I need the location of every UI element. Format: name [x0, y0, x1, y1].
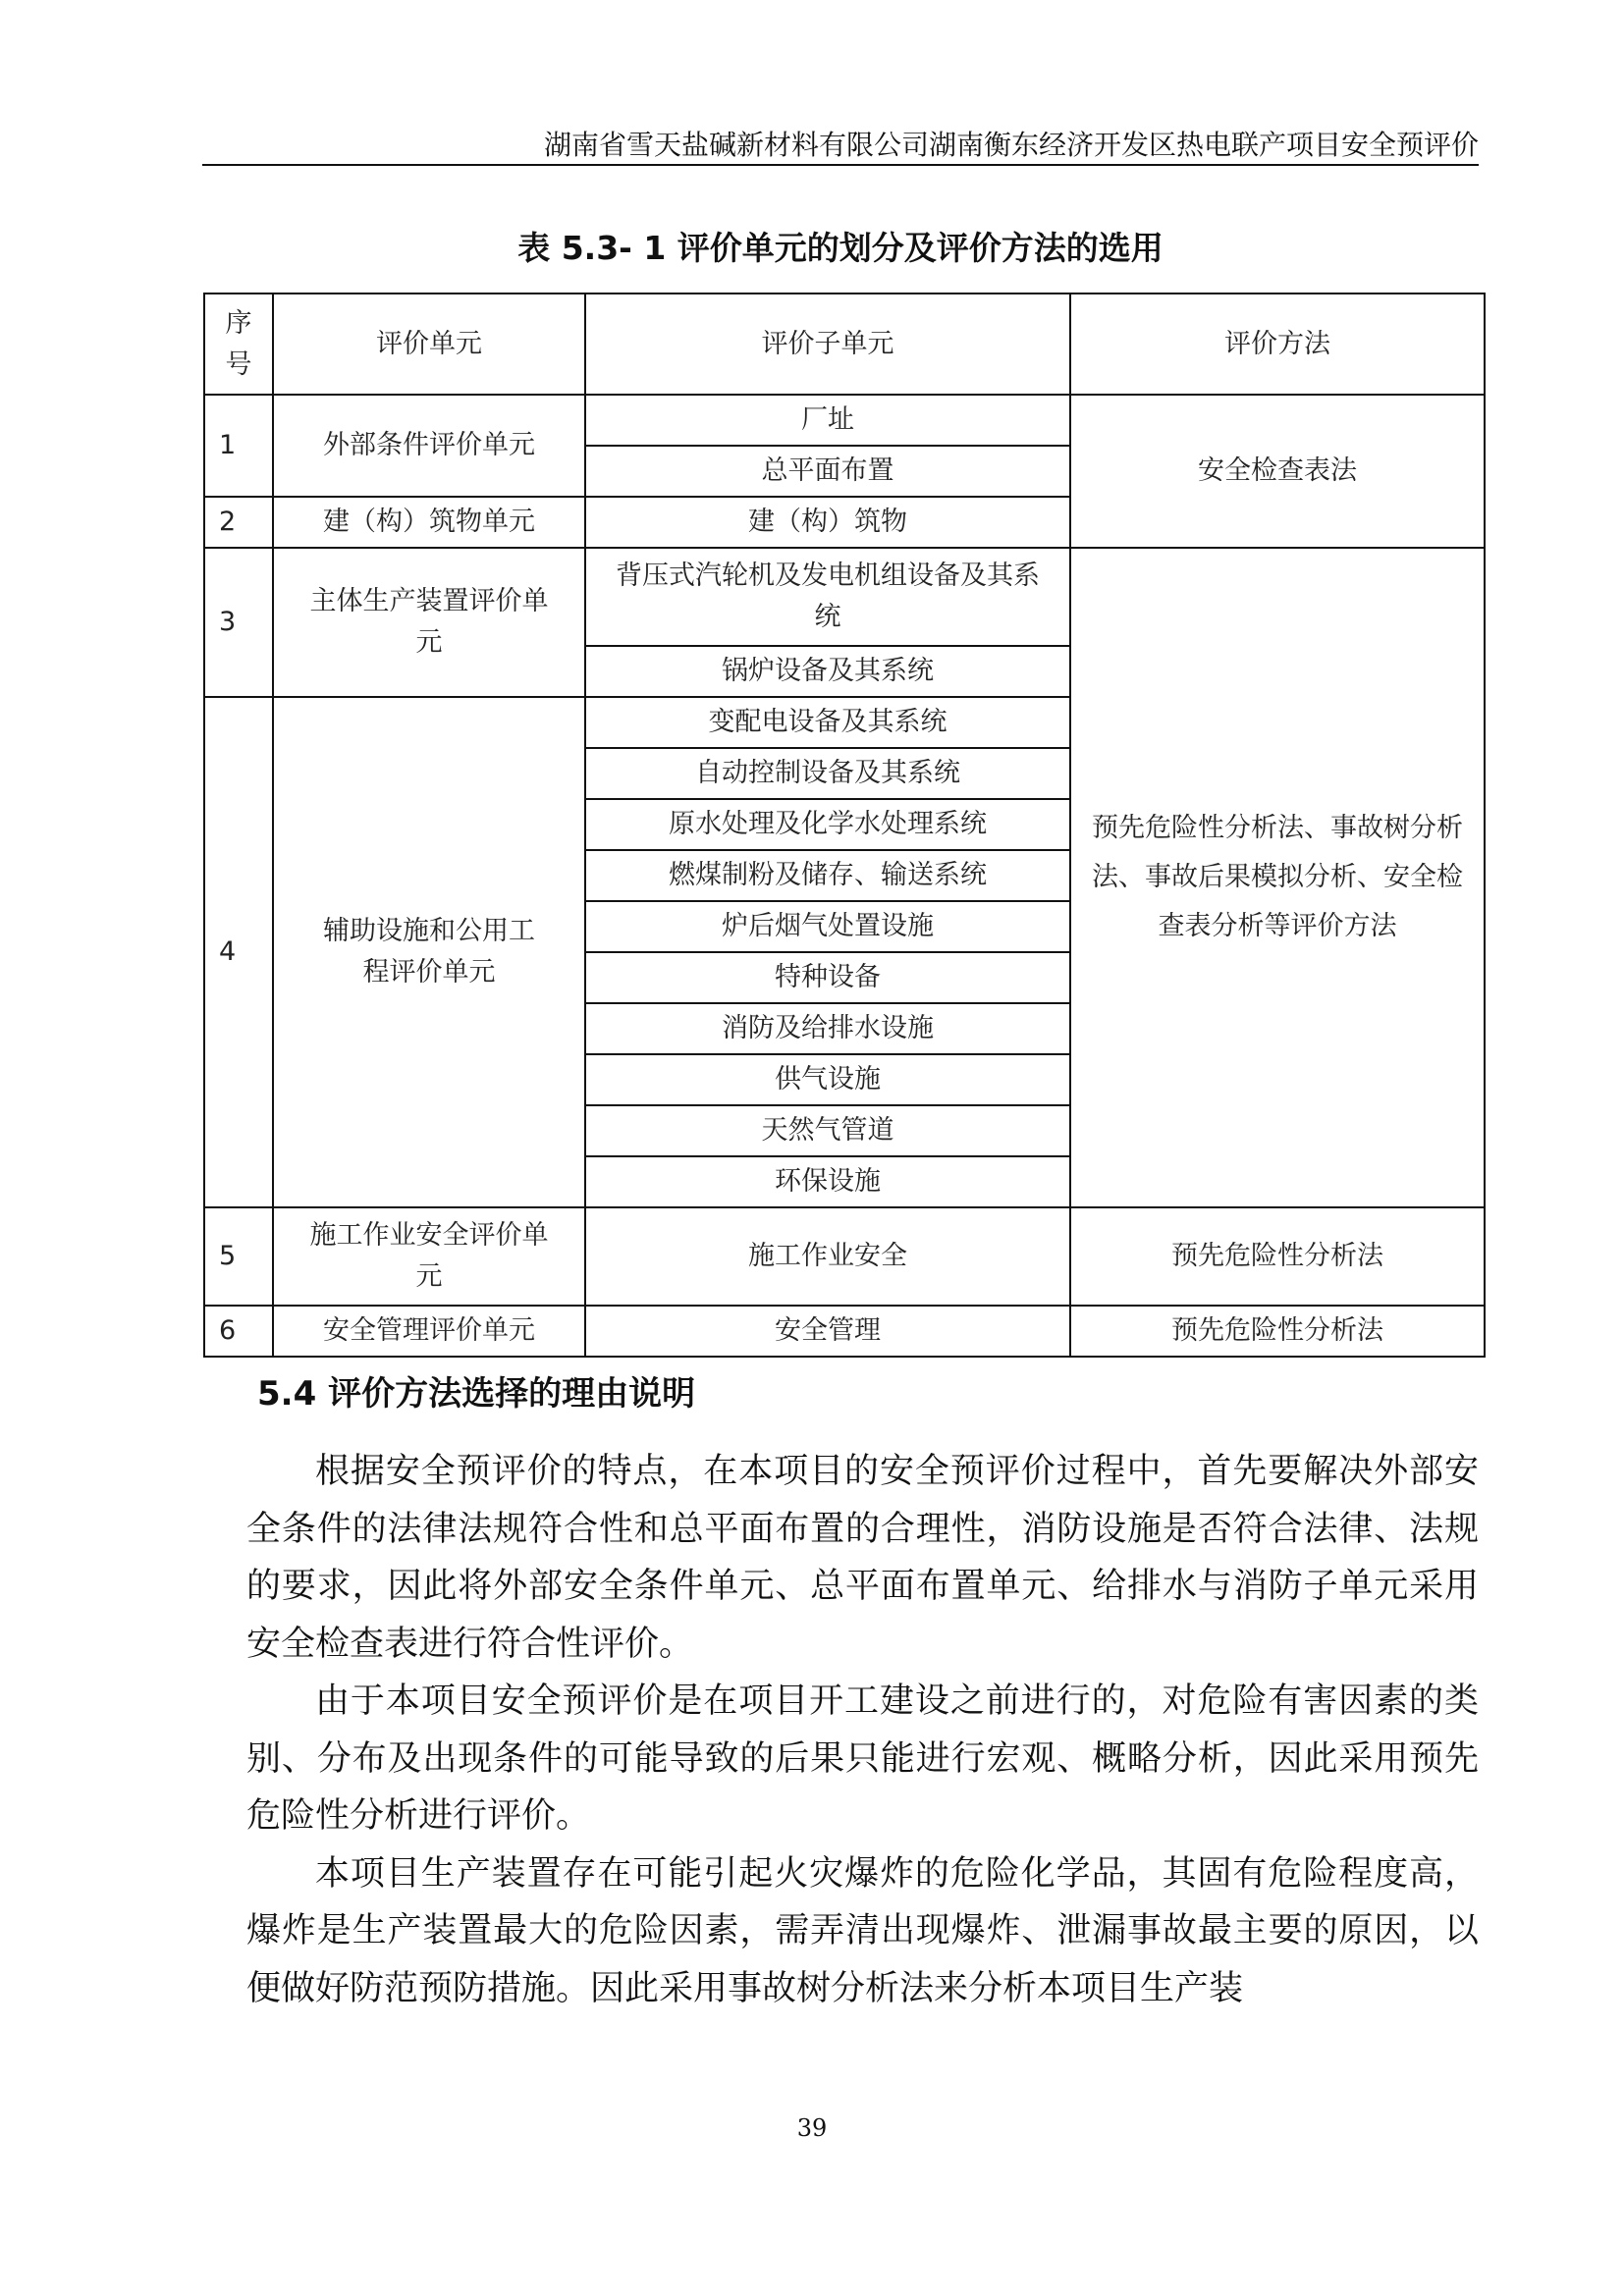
- paragraph: 由于本项目安全预评价是在项目开工建设之前进行的，对危险有害因素的类别、分布及出现条件的可能导致的后果只能进行宏观、概略分析，因此采用预先危险性分析进行评价。: [246, 1682, 1479, 1836]
- row-subunit: 天然气管道: [585, 1105, 1070, 1156]
- table-header-row: [204, 294, 1485, 395]
- row-no: 5: [204, 1207, 273, 1306]
- header-unit: 评价单元: [273, 294, 585, 395]
- header-no: 序号: [204, 294, 273, 395]
- evaluation-unit-table: [203, 293, 1486, 1358]
- row-subunit: 炉后烟气处置设施: [585, 901, 1070, 952]
- row-method: 预先危险性分析法: [1070, 1207, 1485, 1306]
- row-subunit: 总平面布置: [585, 446, 1070, 497]
- row-subunit: 供气设施: [585, 1054, 1070, 1105]
- row-subunit: 消防及给排水设施: [585, 1003, 1070, 1054]
- table-row: [204, 1306, 1485, 1357]
- header-rule: [202, 164, 1479, 166]
- row-no: 3: [204, 548, 273, 697]
- row-subunit: 原水处理及化学水处理系统: [585, 799, 1070, 850]
- table-row: [204, 548, 1485, 646]
- header-subunit: 评价子单元: [585, 294, 1070, 395]
- row-unit: 辅助设施和公用工程评价单元: [273, 697, 585, 1207]
- row-unit: 外部条件评价单元: [273, 395, 585, 497]
- row-subunit: 环保设施: [585, 1156, 1070, 1207]
- row-subunit: 燃煤制粉及储存、输送系统: [585, 850, 1070, 901]
- row-no: 2: [204, 497, 273, 548]
- row-method: 安全检查表法: [1070, 395, 1485, 548]
- running-header: 湖南省雪天盐碱新材料有限公司湖南衡东经济开发区热电联产项目安全预评价: [543, 129, 1479, 161]
- section-body: [246, 1443, 1479, 2017]
- row-no: 1: [204, 395, 273, 497]
- row-subunit: 安全管理: [585, 1306, 1070, 1357]
- row-subunit: 特种设备: [585, 952, 1070, 1003]
- row-subunit: 厂址: [585, 395, 1070, 446]
- table-caption: 表 5.3- 1 评价单元的划分及评价方法的选用: [517, 229, 1164, 267]
- row-unit: 安全管理评价单元: [273, 1306, 585, 1357]
- row-unit: 建（构）筑物单元: [273, 497, 585, 548]
- paragraph: 根据安全预评价的特点，在本项目的安全预评价过程中，首先要解决外部安全条件的法律法规符合性和总平面布置的合理性，消防设施是否符合法律、法规的要求，因此将外部安全条件单元、总平面布置单元、给排水与消防子单元采用安全检查表进行符合性评价。: [246, 1452, 1479, 1664]
- row-subunit: 背压式汽轮机及发电机组设备及其系统: [585, 548, 1070, 646]
- row-no: 6: [204, 1306, 273, 1357]
- row-method: 预先危险性分析法、事故树分析法、事故后果模拟分析、安全检查表分析等评价方法: [1070, 548, 1485, 1207]
- row-subunit: 建（构）筑物: [585, 497, 1070, 548]
- page-number: 39: [796, 2114, 828, 2142]
- table-row: [204, 1207, 1485, 1306]
- table-row: [204, 395, 1485, 446]
- row-subunit: 施工作业安全: [585, 1207, 1070, 1306]
- header-method: 评价方法: [1070, 294, 1485, 395]
- row-method: 预先危险性分析法: [1070, 1306, 1485, 1357]
- row-subunit: 变配电设备及其系统: [585, 697, 1070, 748]
- row-no: 4: [204, 697, 273, 1207]
- row-unit: 施工作业安全评价单元: [273, 1207, 585, 1306]
- row-subunit: 自动控制设备及其系统: [585, 748, 1070, 799]
- row-subunit: 锅炉设备及其系统: [585, 646, 1070, 697]
- row-unit: 主体生产装置评价单元: [273, 548, 585, 697]
- section-heading: 5.4 评价方法选择的理由说明: [257, 1374, 696, 1414]
- paragraph: 本项目生产装置存在可能引起火灾爆炸的危险化学品，其固有危险程度高，爆炸是生产装置最大的危险因素，需弄清出现爆炸、泄漏事故最主要的原因，以便做好防范预防措施。因此采用事故树分析法来分析本项目生产装: [246, 1853, 1479, 2008]
